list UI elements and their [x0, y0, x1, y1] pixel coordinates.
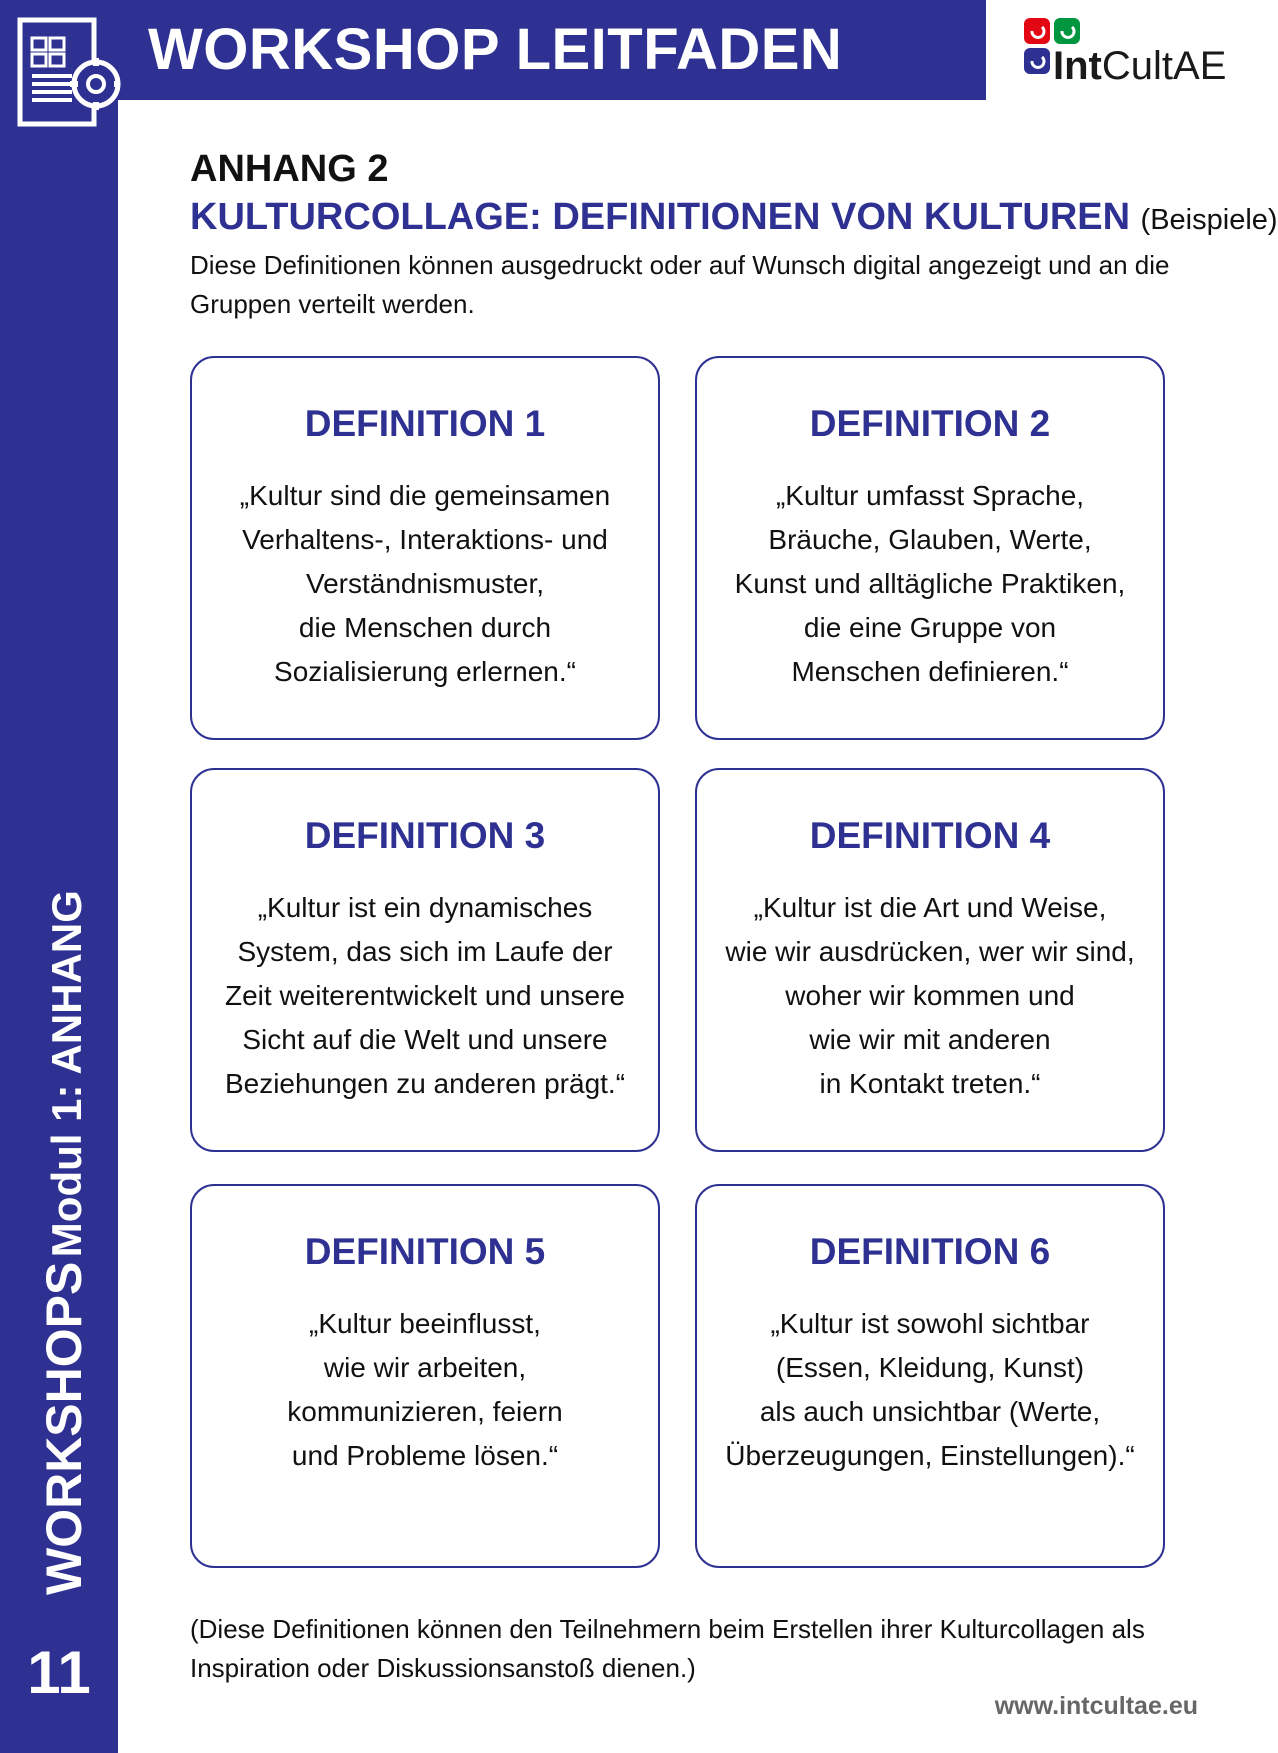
definition-line: woher wir kommen und	[785, 980, 1075, 1011]
logo-text-suffix: AE	[1173, 44, 1227, 88]
definition-text	[192, 886, 658, 1106]
definition-line: wie wir ausdrücken, wer wir sind,	[725, 936, 1135, 967]
definition-text	[192, 1302, 658, 1478]
definition-line: die Menschen durch	[298, 612, 552, 643]
definition-line: Verständnismuster,	[305, 568, 545, 599]
definition-line: „Kultur sind die gemeinsamen	[239, 480, 611, 511]
definition-text	[697, 474, 1163, 694]
definition-line: (Essen, Kleidung, Kunst)	[775, 1352, 1085, 1383]
definition-card-5	[190, 1184, 660, 1568]
definition-line: Kunst und alltägliche Praktiken,	[734, 568, 1126, 599]
logo-text-prefix: Int	[1053, 44, 1102, 88]
logo-text	[1053, 44, 1226, 88]
logo-text-middle: Cult	[1101, 44, 1174, 88]
definition-line: Überzeugungen, Einstellungen).“	[725, 1440, 1135, 1471]
header-title: WORKSHOP LEITFADEN	[148, 17, 843, 82]
footer-note: (Diese Definitionen können den Teilnehmern beim Erstellen ihrer Kulturcollagen als Inspiration oder Diskussionsanstoß dienen.)	[190, 1614, 1145, 1683]
sidebar-label-workshops: WORKSHOPS	[36, 1261, 92, 1595]
definition-line: in Kontakt treten.“	[819, 1068, 1041, 1099]
page-number: 11	[27, 1639, 91, 1706]
definition-line: Menschen definieren.“	[791, 656, 1069, 687]
definition-line: „Kultur beeinflusst,	[309, 1308, 541, 1339]
definition-line: Sicht auf die Welt und unsere	[242, 1024, 608, 1055]
definition-title: DEFINITION 2	[809, 403, 1051, 444]
section-title-main: KULTURCOLLAGE: DEFINITIONEN VON KULTUREN	[190, 196, 1131, 238]
definition-card-1	[190, 356, 660, 740]
sidebar-vertical-label	[36, 890, 105, 1595]
section-title	[190, 196, 1278, 239]
definition-line: Bräuche, Glauben, Werte,	[768, 524, 1092, 555]
intro-text: Diese Definitionen können ausgedruckt oder auf Wunsch digital angezeigt und an die Gruppen verteilt werden.	[190, 250, 1170, 319]
annex-label: ANHANG 2	[190, 148, 389, 190]
definition-title: DEFINITION 3	[304, 815, 546, 856]
definition-line: „Kultur ist sowohl sichtbar	[770, 1308, 1090, 1339]
definition-card-3	[190, 768, 660, 1152]
definition-line: kommunizieren, feiern	[287, 1396, 563, 1427]
definition-line: Sozialisierung erlernen.“	[274, 656, 576, 687]
definition-line: wie wir mit anderen	[809, 1024, 1051, 1055]
document-gear-icon	[16, 16, 118, 132]
definition-line: „Kultur ist die Art und Weise,	[753, 892, 1107, 923]
definition-text	[697, 1302, 1163, 1478]
definition-card-2	[695, 356, 1165, 740]
definition-card-6	[695, 1184, 1165, 1568]
definition-line: Verhaltens-, Interaktions- und	[242, 524, 608, 555]
definition-text	[697, 886, 1163, 1106]
definition-text	[192, 474, 658, 694]
definition-line: als auch unsichtbar (Werte,	[759, 1396, 1101, 1427]
definition-line: System, das sich im Laufe der	[237, 936, 613, 967]
definition-title: DEFINITION 5	[304, 1231, 546, 1272]
definition-title: DEFINITION 1	[304, 403, 546, 444]
definition-line: und Probleme lösen.“	[291, 1440, 559, 1471]
definition-title: DEFINITION 6	[809, 1231, 1051, 1272]
definition-line: wie wir arbeiten,	[323, 1352, 527, 1383]
sidebar-label-module: Modul 1: ANHANG	[43, 890, 90, 1258]
section-title-note: (Beispiele)	[1140, 204, 1278, 236]
definition-line: Zeit weiterentwickelt und unsere	[225, 980, 625, 1011]
definition-line: „Kultur umfasst Sprache,	[775, 480, 1085, 511]
definition-card-4	[695, 768, 1165, 1152]
definition-line: „Kultur ist ein dynamisches	[257, 892, 593, 923]
definition-title: DEFINITION 4	[809, 815, 1051, 856]
website-link[interactable]: www.intcultae.eu	[994, 1692, 1198, 1720]
definition-line: Beziehungen zu anderen prägt.“	[224, 1068, 626, 1099]
definition-line: die eine Gruppe von	[803, 612, 1057, 643]
